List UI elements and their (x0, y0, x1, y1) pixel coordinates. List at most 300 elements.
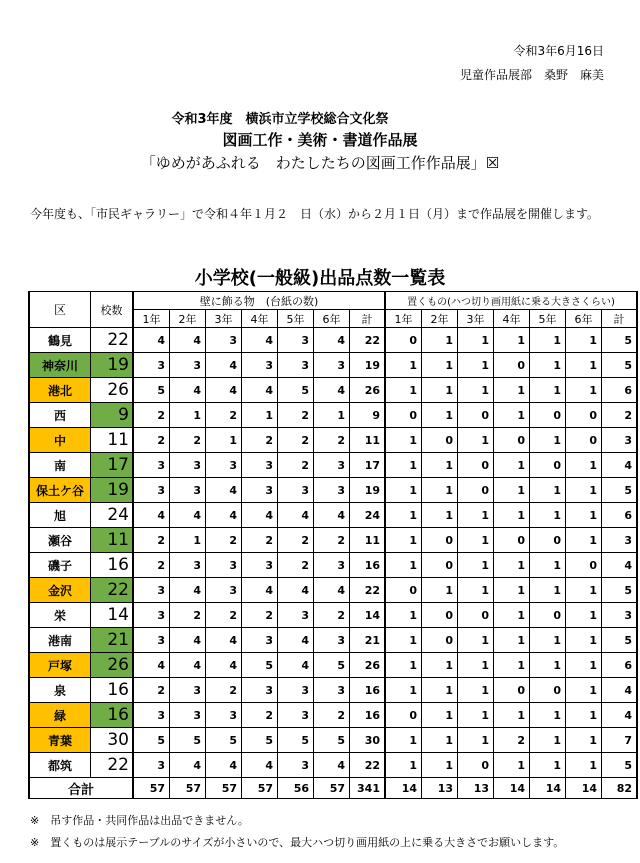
wall-count: 4 (206, 353, 242, 378)
place-count: 1 (530, 653, 566, 678)
total-count: 14 (494, 778, 530, 799)
place-count: 1 (566, 753, 602, 778)
wall-count: 2 (206, 403, 242, 428)
wall-count: 4 (206, 503, 242, 528)
place-count: 1 (494, 603, 530, 628)
wall-count: 3 (278, 353, 314, 378)
table-row (29, 503, 637, 528)
wall-count: 5 (206, 728, 242, 753)
table-row (29, 328, 637, 353)
table-row (29, 653, 637, 678)
wall-count: 16 (350, 678, 386, 703)
place-count: 0 (566, 553, 602, 578)
place-count: 1 (422, 653, 458, 678)
note-1: ※ 吊す作品・共同作品は出品できません。 (30, 814, 249, 827)
wall-count: 5 (170, 728, 206, 753)
place-count: 0 (422, 428, 458, 453)
place-count: 4 (602, 678, 638, 703)
total-count: 14 (530, 778, 566, 799)
wall-count: 21 (350, 628, 386, 653)
place-count: 1 (566, 528, 602, 553)
place-count: 6 (602, 653, 638, 678)
place-count: 0 (494, 528, 530, 553)
total-count: 57 (314, 778, 350, 799)
place-count: 5 (602, 628, 638, 653)
wall-count: 19 (350, 353, 386, 378)
wall-count: 2 (170, 428, 206, 453)
place-count: 1 (458, 428, 494, 453)
place-grade-header: 計 (602, 310, 638, 328)
ward-name: 保土ケ谷 (29, 478, 91, 503)
wall-count: 3 (242, 478, 278, 503)
wall-count: 4 (206, 753, 242, 778)
wall-count: 3 (278, 753, 314, 778)
place-count: 1 (494, 553, 530, 578)
place-count: 1 (530, 703, 566, 728)
place-count: 1 (422, 503, 458, 528)
wall-grade-header: 3年 (206, 310, 242, 328)
place-count: 1 (385, 553, 422, 578)
place-count: 1 (385, 603, 422, 628)
place-count: 1 (530, 478, 566, 503)
wall-grade-header: 1年 (133, 310, 170, 328)
place-count: 1 (458, 728, 494, 753)
place-count: 1 (458, 678, 494, 703)
wall-count: 3 (242, 453, 278, 478)
place-count: 4 (602, 703, 638, 728)
place-count: 0 (458, 453, 494, 478)
place-grade-header: 4年 (494, 310, 530, 328)
place-count: 1 (566, 453, 602, 478)
table-row (29, 528, 637, 553)
wall-count: 4 (133, 328, 170, 353)
table-row (29, 628, 637, 653)
place-count: 1 (385, 753, 422, 778)
place-count: 1 (422, 478, 458, 503)
school-count: 24 (91, 503, 134, 528)
wall-count: 2 (133, 403, 170, 428)
place-count: 0 (530, 528, 566, 553)
place-count: 0 (458, 478, 494, 503)
wall-count: 4 (242, 578, 278, 603)
table-row (29, 478, 637, 503)
total-count: 56 (278, 778, 314, 799)
wall-group-header: 壁に飾る物 (台紙の数) (133, 292, 385, 310)
wall-count: 26 (350, 378, 386, 403)
place-count: 1 (458, 703, 494, 728)
wall-count: 2 (278, 553, 314, 578)
place-count: 6 (602, 503, 638, 528)
place-count: 1 (494, 578, 530, 603)
place-count: 1 (385, 678, 422, 703)
total-count: 57 (206, 778, 242, 799)
place-count: 1 (422, 703, 458, 728)
place-count: 0 (530, 603, 566, 628)
wall-count: 4 (242, 378, 278, 403)
table-row (29, 753, 637, 778)
place-count: 1 (566, 603, 602, 628)
wall-count: 3 (314, 628, 350, 653)
place-count: 1 (458, 378, 494, 403)
place-count: 1 (566, 378, 602, 403)
place-count: 5 (602, 753, 638, 778)
wall-count: 3 (314, 678, 350, 703)
place-count: 1 (566, 353, 602, 378)
place-count: 0 (458, 603, 494, 628)
place-count: 0 (385, 703, 422, 728)
wall-count: 26 (350, 653, 386, 678)
place-count: 1 (530, 503, 566, 528)
ward-name: 泉 (29, 678, 91, 703)
place-grade-header: 3年 (458, 310, 494, 328)
wall-count: 3 (133, 353, 170, 378)
place-count: 1 (494, 453, 530, 478)
place-count: 1 (530, 553, 566, 578)
school-count: 16 (91, 553, 134, 578)
total-count: 57 (242, 778, 278, 799)
wall-count: 1 (170, 528, 206, 553)
wall-count: 4 (170, 378, 206, 403)
wall-grade-header: 4年 (242, 310, 278, 328)
wall-count: 3 (133, 603, 170, 628)
place-count: 1 (422, 453, 458, 478)
wall-count: 24 (350, 503, 386, 528)
intro-paragraph: 今年度も、「市民ギャラリー」で令和４年１月２ 日（水）から２月１日（月）まで作品展を開催します。 (30, 207, 600, 221)
place-count: 0 (494, 353, 530, 378)
school-count: 11 (91, 528, 134, 553)
place-count: 0 (566, 403, 602, 428)
wall-count: 5 (242, 728, 278, 753)
school-count: 22 (91, 328, 134, 353)
wall-count: 1 (206, 428, 242, 453)
wall-count: 22 (350, 328, 386, 353)
wall-count: 2 (242, 703, 278, 728)
col-ward-header: 区 (29, 292, 91, 328)
table-row (29, 428, 637, 453)
wall-count: 4 (170, 328, 206, 353)
total-count: 57 (133, 778, 170, 799)
place-count: 7 (602, 728, 638, 753)
wall-count: 2 (206, 678, 242, 703)
wall-count: 2 (278, 528, 314, 553)
ward-name: 栄 (29, 603, 91, 628)
place-count: 1 (385, 628, 422, 653)
wall-count: 1 (170, 403, 206, 428)
wall-count: 3 (242, 628, 278, 653)
wall-count: 4 (206, 378, 242, 403)
wall-count: 5 (278, 378, 314, 403)
place-count: 1 (494, 328, 530, 353)
wall-count: 2 (314, 603, 350, 628)
wall-count: 3 (133, 753, 170, 778)
table-row (29, 453, 637, 478)
wall-count: 3 (133, 453, 170, 478)
wall-count: 4 (278, 628, 314, 653)
place-count: 1 (385, 428, 422, 453)
wall-count: 4 (278, 503, 314, 528)
submission-table (28, 291, 638, 799)
wall-count: 2 (206, 528, 242, 553)
school-count: 11 (91, 428, 134, 453)
place-count: 1 (422, 753, 458, 778)
place-count: 1 (385, 453, 422, 478)
wall-count: 5 (314, 653, 350, 678)
wall-count: 3 (170, 553, 206, 578)
place-count: 3 (602, 603, 638, 628)
place-count: 1 (458, 528, 494, 553)
place-count: 1 (530, 728, 566, 753)
table-row (29, 603, 637, 628)
place-count: 1 (422, 678, 458, 703)
ward-name: 戸塚 (29, 653, 91, 678)
place-count: 0 (385, 403, 422, 428)
wall-count: 2 (206, 603, 242, 628)
place-count: 1 (494, 653, 530, 678)
wall-count: 4 (170, 628, 206, 653)
place-count: 1 (494, 403, 530, 428)
wall-count: 2 (278, 453, 314, 478)
ward-name: 神奈川 (29, 353, 91, 378)
wall-count: 4 (170, 578, 206, 603)
place-grade-header: 5年 (530, 310, 566, 328)
place-count: 0 (458, 403, 494, 428)
place-count: 1 (422, 378, 458, 403)
total-count: 57 (170, 778, 206, 799)
total-label: 合計 (29, 778, 133, 799)
wall-count: 4 (314, 503, 350, 528)
school-count: 17 (91, 453, 134, 478)
wall-count: 2 (133, 528, 170, 553)
document-author: 児童作品展部 桑野 麻美 (459, 68, 604, 82)
place-count: 5 (602, 328, 638, 353)
wall-count: 22 (350, 578, 386, 603)
wall-count: 3 (314, 478, 350, 503)
place-count: 1 (458, 628, 494, 653)
wall-count: 2 (314, 703, 350, 728)
event-title: 令和3年度 横浜市立学校総合文化祭 (171, 112, 389, 127)
wall-count: 2 (242, 528, 278, 553)
school-count: 19 (91, 353, 134, 378)
wall-count: 2 (133, 678, 170, 703)
place-count: 4 (602, 453, 638, 478)
place-count: 6 (602, 378, 638, 403)
school-count: 14 (91, 603, 134, 628)
place-count: 0 (458, 753, 494, 778)
place-count: 1 (530, 378, 566, 403)
school-count: 21 (91, 628, 134, 653)
place-count: 1 (458, 578, 494, 603)
place-count: 0 (422, 603, 458, 628)
place-count: 1 (385, 378, 422, 403)
wall-count: 11 (350, 528, 386, 553)
place-count: 1 (422, 578, 458, 603)
wall-count: 3 (170, 353, 206, 378)
table-row (29, 703, 637, 728)
place-count: 0 (385, 328, 422, 353)
wall-count: 4 (133, 653, 170, 678)
ward-name: 港北 (29, 378, 91, 403)
place-count: 1 (385, 353, 422, 378)
wall-count: 3 (278, 678, 314, 703)
wall-count: 4 (242, 328, 278, 353)
wall-count: 3 (278, 478, 314, 503)
wall-count: 16 (350, 703, 386, 728)
wall-count: 4 (314, 328, 350, 353)
table-title: 小学校(一般級)出品点数一覧表 (194, 268, 446, 289)
wall-count: 5 (278, 728, 314, 753)
wall-count: 14 (350, 603, 386, 628)
col-schools-header: 校数 (91, 292, 134, 328)
ward-name: 金沢 (29, 578, 91, 603)
wall-count: 1 (314, 403, 350, 428)
ward-name: 旭 (29, 503, 91, 528)
place-count: 1 (530, 428, 566, 453)
place-count: 5 (602, 353, 638, 378)
table-row (29, 353, 637, 378)
wall-count: 5 (242, 653, 278, 678)
place-count: 0 (530, 678, 566, 703)
place-count: 0 (494, 428, 530, 453)
wall-count: 4 (133, 503, 170, 528)
wall-count: 3 (133, 578, 170, 603)
place-count: 0 (422, 528, 458, 553)
wall-count: 5 (314, 728, 350, 753)
place-count: 1 (494, 378, 530, 403)
ward-name: 磯子 (29, 553, 91, 578)
place-count: 0 (530, 453, 566, 478)
place-count: 1 (530, 353, 566, 378)
wall-count: 2 (242, 603, 278, 628)
place-count: 1 (566, 678, 602, 703)
place-count: 1 (385, 728, 422, 753)
wall-count: 3 (206, 578, 242, 603)
wall-grade-header: 6年 (314, 310, 350, 328)
wall-count: 2 (278, 403, 314, 428)
place-count: 1 (494, 703, 530, 728)
wall-count: 4 (278, 653, 314, 678)
school-count: 9 (91, 403, 134, 428)
total-count: 14 (385, 778, 422, 799)
wall-count: 4 (314, 753, 350, 778)
place-count: 1 (530, 628, 566, 653)
wall-count: 3 (314, 353, 350, 378)
place-count: 1 (566, 628, 602, 653)
total-count: 13 (422, 778, 458, 799)
wall-count: 3 (242, 678, 278, 703)
school-count: 26 (91, 653, 134, 678)
wall-count: 2 (314, 528, 350, 553)
wall-count: 3 (242, 353, 278, 378)
total-row (29, 778, 637, 799)
school-count: 26 (91, 378, 134, 403)
table-row (29, 403, 637, 428)
school-count: 30 (91, 728, 134, 753)
place-grade-header: 2年 (422, 310, 458, 328)
ward-name: 瀬谷 (29, 528, 91, 553)
place-count: 2 (494, 728, 530, 753)
place-grade-header: 6年 (566, 310, 602, 328)
wall-count: 3 (314, 453, 350, 478)
wall-count: 4 (314, 578, 350, 603)
place-count: 1 (385, 528, 422, 553)
wall-grade-header: 5年 (278, 310, 314, 328)
ward-name: 青葉 (29, 728, 91, 753)
wall-count: 3 (170, 478, 206, 503)
school-count: 19 (91, 478, 134, 503)
wall-count: 3 (206, 328, 242, 353)
place-count: 0 (566, 428, 602, 453)
place-count: 1 (530, 578, 566, 603)
wall-count: 11 (350, 428, 386, 453)
wall-count: 16 (350, 553, 386, 578)
wall-count: 3 (170, 703, 206, 728)
wall-count: 22 (350, 753, 386, 778)
wall-count: 3 (133, 703, 170, 728)
place-count: 1 (566, 578, 602, 603)
wall-count: 2 (133, 553, 170, 578)
wall-count: 2 (170, 603, 206, 628)
total-count: 341 (350, 778, 386, 799)
wall-count: 3 (278, 328, 314, 353)
exhibition-title: 図画工作・美術・書道作品展 (222, 131, 418, 149)
wall-count: 4 (206, 628, 242, 653)
wall-count: 5 (133, 728, 170, 753)
wall-count: 3 (206, 553, 242, 578)
ward-name: 南 (29, 453, 91, 478)
place-count: 1 (458, 653, 494, 678)
ward-name: 緑 (29, 703, 91, 728)
place-count: 1 (458, 328, 494, 353)
wall-grade-header: 2年 (170, 310, 206, 328)
place-count: 5 (602, 578, 638, 603)
wall-count: 4 (170, 653, 206, 678)
wall-count: 3 (278, 603, 314, 628)
place-count: 1 (494, 503, 530, 528)
wall-count: 4 (170, 753, 206, 778)
ward-name: 港南 (29, 628, 91, 653)
wall-count: 4 (278, 578, 314, 603)
place-count: 1 (458, 553, 494, 578)
place-count: 1 (566, 503, 602, 528)
place-count: 1 (422, 353, 458, 378)
place-count: 1 (385, 653, 422, 678)
wall-count: 3 (170, 453, 206, 478)
place-count: 1 (530, 328, 566, 353)
place-count: 5 (602, 478, 638, 503)
total-count: 13 (458, 778, 494, 799)
wall-count: 4 (242, 753, 278, 778)
place-count: 1 (458, 353, 494, 378)
total-count: 82 (602, 778, 638, 799)
place-count: 1 (566, 478, 602, 503)
school-count: 16 (91, 703, 134, 728)
ward-name: 都筑 (29, 753, 91, 778)
wall-count: 4 (314, 378, 350, 403)
place-count: 2 (602, 403, 638, 428)
wall-count: 3 (278, 703, 314, 728)
place-count: 0 (422, 553, 458, 578)
place-count: 1 (385, 503, 422, 528)
wall-count: 2 (242, 428, 278, 453)
wall-count: 2 (314, 428, 350, 453)
place-count: 4 (602, 553, 638, 578)
wall-count: 4 (242, 503, 278, 528)
note-2: ※ 置くものは展示テーブルのサイズが小さいので、最大ハつ切り画用紙の上に乗る大きさでお願いします。 (30, 836, 565, 849)
place-count: 0 (385, 578, 422, 603)
ward-name: 西 (29, 403, 91, 428)
place-count: 1 (494, 478, 530, 503)
place-count: 3 (602, 528, 638, 553)
